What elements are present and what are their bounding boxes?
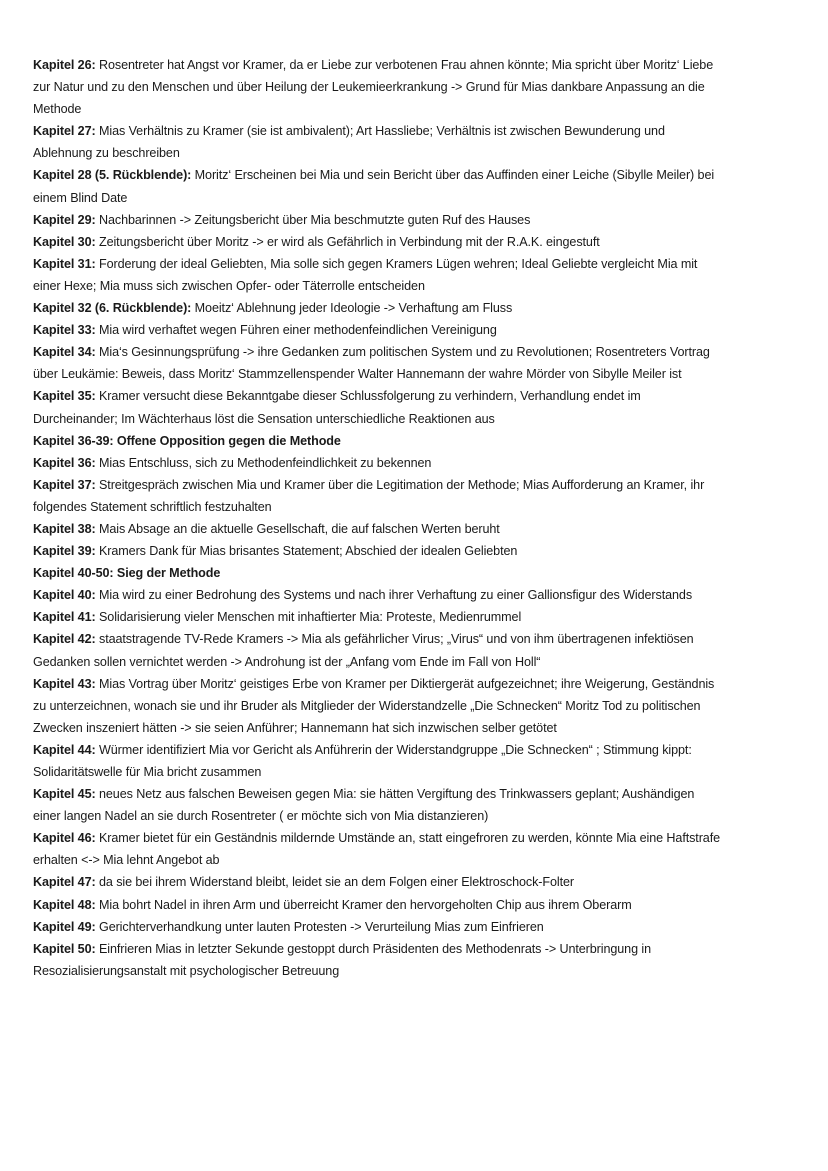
text-line [33,518,813,540]
chapter-text: einem Blind Date [33,190,128,205]
chapter-label: Kapitel 50: [33,941,96,956]
chapter-label: Kapitel 41: [33,610,96,625]
text-line [33,695,813,717]
chapter-label: Kapitel 32 (6. Rückblende): [33,301,192,316]
chapter-entry [33,385,813,429]
chapter-entry [33,562,813,584]
chapter-label: Kapitel 26: [33,58,96,72]
chapter-text: Zwecken inszeniert hätten -> sie seien Anführer; Hannemann hat sich inzwischen selber getötet [33,720,557,735]
chapter-entry [33,827,813,871]
chapter-label: Kapitel 43: [33,676,96,691]
chapter-entry [33,673,813,739]
chapter-entry [33,231,813,253]
chapter-label: Kapitel 48: [33,897,96,912]
chapter-entry [33,739,813,783]
chapter-entry [33,938,813,982]
chapter-entry [33,452,813,474]
text-line [33,319,813,341]
chapter-label: Kapitel 46: [33,831,96,846]
chapter-text: Ablehnung zu beschreiben [33,146,180,161]
chapter-entry [33,916,813,938]
text-line [33,938,813,960]
chapter-text: einer langen Nadel an sie durch Rosentreter ( er möchte sich von Mia distanzieren) [33,809,489,824]
chapter-text: Streitgespräch zwischen Mia und Kramer über die Legitimation der Methode; Mias Aufforderung an Kramer, ihr [95,477,705,492]
text-line [33,739,813,761]
chapter-text: Zeitungsbericht über Moritz -> er wird als Gefährlich in Verbindung mit der R.A.K. eingestuft [95,234,600,249]
text-line [33,209,813,231]
text-line [33,761,813,783]
chapter-text: Mia bohrt Nadel in ihren Arm und überreicht Kramer den hervorgeholten Chip aus ihrem Oberarm [95,897,632,912]
chapter-entry [33,584,813,606]
text-line [33,474,813,496]
text-line [33,651,813,673]
chapter-text: da sie bei ihrem Widerstand bleibt, leidet sie an dem Folgen einer Elektroschock-Folter [95,875,574,890]
chapter-label: Kapitel 36: [33,455,96,470]
text-line [33,673,813,695]
text-line [33,827,813,849]
text-line [33,805,813,827]
text-line [33,606,813,628]
chapter-text: über Leukämie: Beweis, dass Moritz‘ Stammzellenspender Walter Hannemann der wahre Mörder von Sibylle Meiler ist [33,367,682,382]
chapter-entry [33,430,813,452]
chapter-text: Moeitz‘ Ablehnung jeder Ideologie -> Verhaftung am Fluss [191,301,513,316]
chapter-text: Mias Vortrag über Moritz‘ geistiges Erbe von Kramer per Diktiergerät aufgezeichnet; ihre Weigerung, Geständnis [95,676,715,691]
chapter-entry [33,518,813,540]
chapter-entry [33,164,813,208]
chapter-entry [33,341,813,385]
chapter-text: Einfrieren Mias in letzter Sekunde gestoppt durch Präsidenten des Methodenrats -> Unterbringung in [95,941,651,956]
text-line [33,540,813,562]
text-line [33,385,813,407]
chapter-text: Mias Verhältnis zu Kramer (sie ist ambivalent); Art Hassliebe; Verhältnis ist zwischen Bewunderung und [95,124,665,139]
text-line [33,76,813,98]
chapter-label: Kapitel 35: [33,389,96,404]
chapter-label: Kapitel 44: [33,742,96,757]
text-line [33,783,813,805]
chapter-text: Mia wird zu einer Bedrohung des Systems und nach ihrer Verhaftung zu einer Gallionsfigur des Widerstands [95,588,693,603]
chapter-entry [33,209,813,231]
chapter-text: Mias Entschluss, sich zu Methodenfeindlichkeit zu bekennen [95,455,432,470]
text-line [33,363,813,385]
chapter-label: Kapitel 31: [33,256,96,271]
text-line [33,142,813,164]
chapter-label: Kapitel 30: [33,234,96,249]
text-line [33,164,813,186]
text-line [33,253,813,275]
text-line [33,187,813,209]
chapter-text: Mais Absage an die aktuelle Gesellschaft, die auf falschen Werten beruht [95,521,500,536]
chapter-text: Kramer versucht diese Bekanntgabe dieser Schlussfolgerung zu verhindern, Verhandlung endet im [95,389,641,404]
chapter-text: Forderung der ideal Geliebten, Mia solle sich gegen Kramers Lügen wehren; Ideal Geliebte vergleicht Mia mit [95,256,698,271]
chapter-entry [33,540,813,562]
chapter-label: Kapitel 27: [33,124,96,139]
text-line [33,341,813,363]
chapter-label: Kapitel 39: [33,544,96,559]
text-line [33,584,813,606]
chapter-label: Kapitel 49: [33,919,96,934]
chapter-label: Kapitel 40: [33,588,96,603]
chapter-text: Solidarisierung vieler Menschen mit inhaftierter Mia: Proteste, Medienrummel [95,610,522,625]
text-line [33,562,813,584]
chapter-text: Solidaritätswelle für Mia bricht zusammen [33,765,262,779]
text-line [33,894,813,916]
text-line [33,717,813,739]
text-line [33,231,813,253]
chapter-text: zur Natur und zu den Menschen und über Heilung der Leukemieerkrankung -> Grund für Mias dankbare Anpassung an die [33,80,705,95]
chapter-entry [33,628,813,672]
text-line [33,297,813,319]
text-line [33,120,813,142]
text-line [33,960,813,982]
chapter-text: einer Hexe; Mia muss sich zwischen Opfer- oder Täterrolle entscheiden [33,278,425,293]
chapter-label: Kapitel 42: [33,632,96,647]
chapter-text: Kramer bietet für ein Geständnis mildernde Umstände an, statt eingefroren zu werden, könnte Mia eine Haftstrafe [95,831,721,846]
chapter-text: Kramers Dank für Mias brisantes Statement; Abschied der idealen Geliebten [95,544,518,559]
chapter-text: Nachbarinnen -> Zeitungsbericht über Mia beschmutzte guten Ruf des Hauses [95,212,531,227]
chapter-text: Moritz‘ Erscheinen bei Mia und sein Bericht über das Auffinden einer Leiche (Sibylle Meiler) bei [191,168,715,183]
chapter-text: neues Netz aus falschen Beweisen gegen Mia: sie hätten Vergiftung des Trinkwassers geplant; Aushändigen [95,787,695,802]
text-line [33,849,813,871]
text-line [33,628,813,650]
chapter-text: Mia wird verhaftet wegen Führen einer methodenfeindlichen Vereinigung [95,323,497,338]
chapter-label: Kapitel 45: [33,787,96,802]
chapter-text: Durcheinander; Im Wächterhaus löst die Sensation unterschiedliche Reaktionen aus [33,411,495,426]
chapter-text: folgendes Statement schriftlich festzuhalten [33,499,272,514]
text-line [33,275,813,297]
chapter-text: Rosentreter hat Angst vor Kramer, da er Liebe zur verbotenen Frau ahnen könnte; Mia spricht über Moritz‘ Liebe [95,58,714,72]
chapter-text: staatstragende TV-Rede Kramers -> Mia als gefährlicher Virus; „Virus“ und von ihm übertragenen infektiösen [95,632,694,647]
text-line [33,408,813,430]
chapter-entry [33,54,813,120]
chapter-entry [33,606,813,628]
chapter-text: erhalten <-> Mia lehnt Angebot ab [33,853,220,868]
chapter-label: Kapitel 34: [33,345,96,360]
chapter-label: Kapitel 28 (5. Rückblende): [33,168,192,183]
chapter-entry [33,474,813,518]
chapter-summary-document [33,54,813,982]
text-line [33,452,813,474]
text-line [33,871,813,893]
chapter-label: Kapitel 29: [33,212,96,227]
text-line [33,54,813,76]
chapter-label: Kapitel 33: [33,323,96,338]
chapter-text: Mia‘s Gesinnungsprüfung -> ihre Gedanken zum politischen System und zu Revolutionen; Rosentreters Vortrag [95,345,710,360]
chapter-text: Gerichterverhandkung unter lauten Protesten -> Verurteilung Mias zum Einfrieren [95,919,544,934]
chapter-label: Kapitel 37: [33,477,96,492]
chapter-entry [33,871,813,893]
chapter-entry [33,253,813,297]
chapter-text: zu unterzeichnen, wonach sie und ihr Bruder als Mitglieder der Widerstandzelle „Die Schnecken“ Moritz Tod zu politischen [33,698,701,713]
chapter-text: Gedanken sollen vernichtet werden -> Androhung ist der „Anfang vom Ende im Fall von Holl“ [33,654,541,669]
chapter-entry [33,120,813,164]
chapter-entry [33,297,813,319]
text-line [33,98,813,120]
chapter-label: Kapitel 36-39: Offene Opposition gegen die Methode [33,433,341,448]
text-line [33,430,813,452]
chapter-text: Resozialisierungsanstalt mit psychologischer Betreuung [33,963,340,978]
chapter-label: Kapitel 47: [33,875,96,890]
chapter-label: Kapitel 38: [33,521,96,536]
chapter-entry [33,319,813,341]
text-line [33,916,813,938]
text-line [33,496,813,518]
chapter-entry [33,783,813,827]
chapter-entry [33,894,813,916]
chapter-label: Kapitel 40-50: Sieg der Methode [33,566,221,581]
chapter-text: Würmer identifiziert Mia vor Gericht als Anführerin der Widerstandgruppe „Die Schnecken“ ; Stimmung kippt: [95,742,692,757]
chapter-text: Methode [33,102,82,117]
